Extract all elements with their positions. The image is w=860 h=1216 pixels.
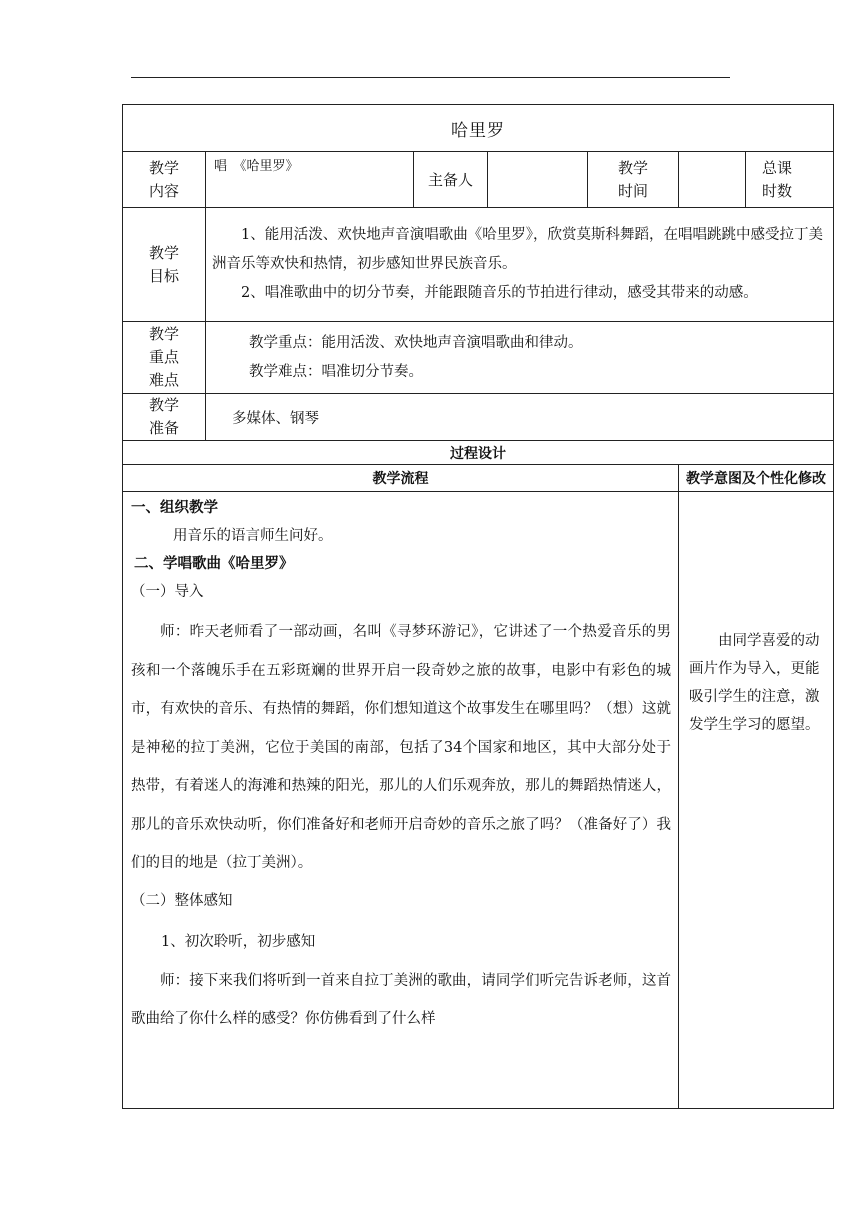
content-label: 教学内容 (123, 152, 206, 208)
goals-label: 教学目标 (123, 208, 206, 322)
teaching-flow-header: 教学流程 (123, 465, 679, 492)
preparer-value (488, 152, 588, 208)
key-points-label: 教学重点难点 (123, 322, 206, 394)
total-hours-label: 总课时数 (746, 152, 834, 208)
intent-note: 由同学喜爱的动画片作为导入，更能吸引学生的注意，激发学生学习的愿望。 (689, 633, 820, 733)
teaching-intent-content (679, 492, 834, 1109)
part2-title: 二、学唱歌曲《哈里罗》 (134, 556, 294, 572)
key-point: 教学重点：能用活泼、欢快地声音演唱歌曲和律动。 (249, 334, 583, 351)
teaching-intent-header: 教学意图及个性化修改 (679, 465, 834, 492)
difficulty-point: 教学难点：唱准切分节奏。 (249, 363, 423, 380)
process-design-header: 过程设计 (123, 441, 834, 465)
goals-content (206, 208, 834, 322)
step1-title: 1、初次聆听，初步感知 (161, 933, 316, 950)
goal-item-1: 1、能用活泼、欢快地声音演唱歌曲《哈里罗》，欣赏莫斯科舞蹈，在唱唱跳跳中感受拉丁美洲音乐等欢快和热情，初步感知世界民族音乐。 (212, 227, 823, 272)
key-points-content (206, 322, 834, 394)
content-value: 唱 《哈里罗》 (206, 152, 414, 208)
preparation-value: 多媒体、钢琴 (206, 394, 834, 441)
sub2-title: （二）整体感知 (131, 892, 233, 909)
lesson-plan-table (122, 104, 834, 1109)
preparer-label: 主备人 (414, 152, 488, 208)
preparation-label: 教学准备 (123, 394, 206, 441)
step1-text: 师：接下来我们将听到一首来自拉丁美洲的歌曲，请同学们听完告诉老师，这首歌曲给了你什么样的感受？你仿佛看到了什么样 (131, 972, 671, 1027)
document-title: 哈里罗 (123, 105, 834, 152)
part1-text: 用音乐的语言师生问好。 (173, 528, 333, 544)
goal-item-2: 2、唱准歌曲中的切分节奏，并能跟随音乐的节拍进行律动，感受其带来的动感。 (241, 285, 758, 301)
part1-title: 一、组织教学 (131, 500, 218, 516)
sub1-text: 师：昨天老师看了一部动画，名叫《寻梦环游记》，它讲述了一个热爱音乐的男孩和一个落魄乐手在五彩斑斓的世界开启一段奇妙之旅的故事，电影中有彩色的城市，有欢快的音乐、有热情的舞蹈，你们想知道这个故事发生在哪里吗？（想）这就是神秘的拉丁美洲，它位于美国的南部，包括了34个国家和地区，其中大部分处于热带，有着迷人的海滩和热辣的阳光，那儿的人们乐观奔放，那儿的舞蹈热情迷人，那儿的音乐欢快动听，你们准备好和老师开启奇妙的音乐之旅了吗？（准备好了）我们的目的地是（拉丁美洲）。 (131, 624, 671, 871)
header-rule (131, 77, 730, 78)
time-value (679, 152, 746, 208)
teaching-flow-content (123, 492, 679, 1109)
time-label: 教学时间 (588, 152, 679, 208)
sub1-title: （一）导入 (131, 584, 204, 600)
